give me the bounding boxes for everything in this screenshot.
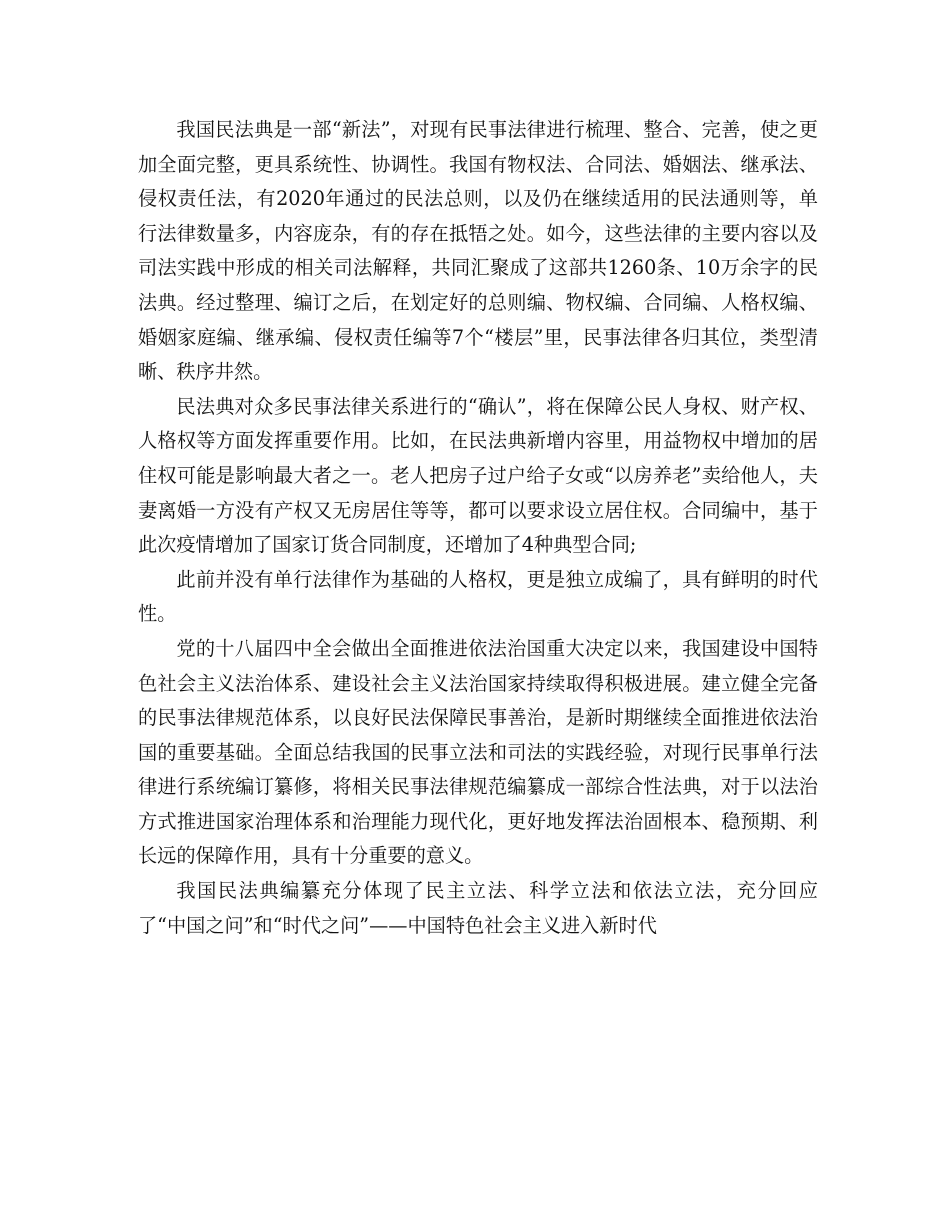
paragraph-5: 我国民法典编纂充分体现了民主立法、科学立法和依法立法，充分回应了“中国之问”和“时代之问”——中国特色社会主义进入新时代 xyxy=(138,879,818,937)
paragraph-4: 党的十八届四中全会做出全面推进依法治国重大决定以来，我国建设中国特色社会主义法治体系、建设社会主义法治国家持续取得积极进展。建立健全完备的民事法律规范体系，以良好民法保障民事善治，是新时期继续全面推进依法治国的重要基础。全面总结我国的民事立法和司法的实践经验，对现行民事单行法律进行系统编订纂修，将相关民事法律规范编纂成一部综合性法典，对于以法治方式推进国家治理体系和治理能力现代化，更好地发挥法治固根本、稳预期、利长远的保障作用，具有十分重要的意义。 xyxy=(138,636,818,868)
paragraph-1: 我国民法典是一部“新法”，对现有民事法律进行梳理、整合、完善，使之更加全面完整，更具系统性、协调性。我国有物权法、合同法、婚姻法、继承法、侵权责任法，有2020年通过的民法总则，以及仍在继续适用的民法通则等，单行法律数量多，内容庞杂，有的存在抵牾之处。如今，这些法律的主要内容以及司法实践中形成的相关司法解释，共同汇聚成了这部共1260条、10万余字的民法典。经过整理、编订之后，在划定好的总则编、物权编、合同编、人格权编、婚姻家庭编、继承编、侵权责任编等7个“楼层”里，民事法律各归其位，类型清晰、秩序井然。 xyxy=(138,118,818,384)
document-body xyxy=(138,113,818,943)
paragraph-3: 此前并没有单行法律作为基础的人格权，更是独立成编了，具有鲜明的时代性。 xyxy=(138,567,818,626)
paragraph-2: 民法典对众多民事法律关系进行的“确认”，将在保障公民人身权、财产权、人格权等方面发挥重要作用。比如，在民法典新增内容里，用益物权中增加的居住权可能是影响最大者之一。老人把房子过户给子女或“以房养老”卖给他人，夫妻离婚一方没有产权又无房居住等等，都可以要求设立居住权。合同编中，基于此次疫情增加了国家订货合同制度，还增加了4种典型合同; xyxy=(138,394,818,557)
